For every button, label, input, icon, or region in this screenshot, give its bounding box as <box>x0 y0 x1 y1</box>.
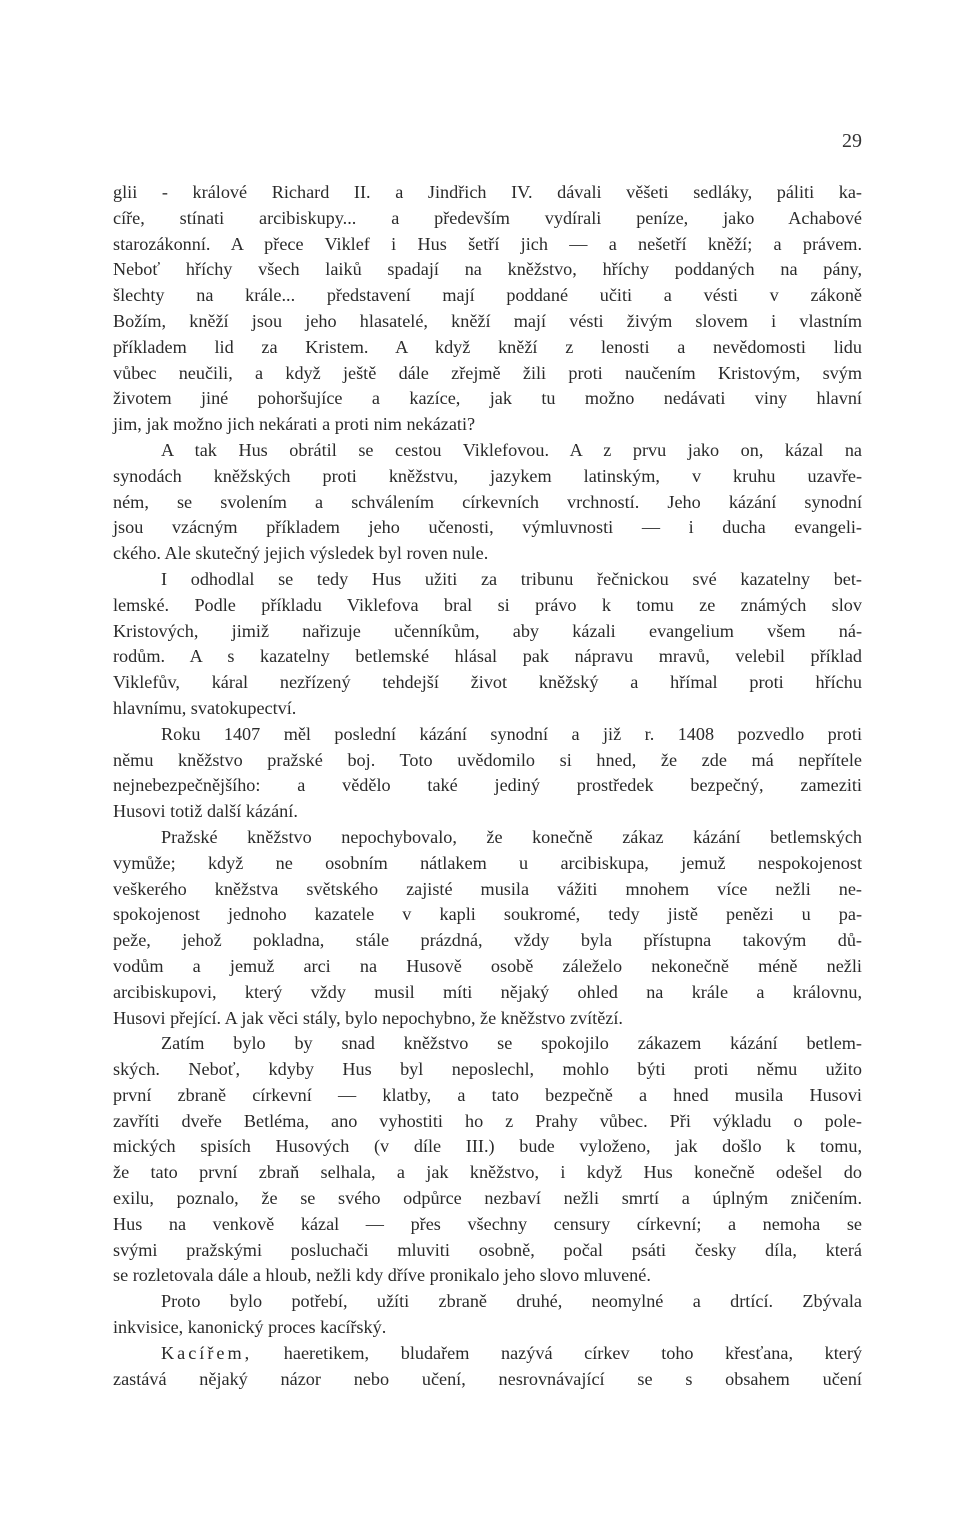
text-line: exilu, poznalo, že se svého odpůrce nezbaví nežli smrtí a úplným zničením. <box>113 1188 862 1209</box>
text-line: inkvisice, kanonický proces kacířský. <box>113 1317 387 1338</box>
paragraph <box>113 438 862 567</box>
text-line: I odhodlal se tedy Hus užiti za tribunu řečnickou své kazatelny bet- <box>161 568 862 589</box>
text-line: šlechty na krále... představení mají poddané učiti a vésti v zákoně <box>113 285 862 306</box>
text-line: lemské. Podle příkladu Viklefova bral si právo k tomu ze známých slov <box>113 594 862 615</box>
text-line: němu kněžstvo pražské boj. Toto uvědomilo si hned, že zde má nepřítele <box>113 749 862 770</box>
paragraph <box>113 722 862 825</box>
text-line: Pražské kněžstvo nepochybovalo, že konečně zákaz kázání betlemských <box>161 826 862 847</box>
text-line: příkladem lid za Kristem. A když kněží z lenosti a nevědomosti lidu <box>113 336 862 357</box>
text-line: rodům. A s kazatelny betlemské hlásal pak nápravu mravů, velebil příklad <box>113 646 862 667</box>
spaced-emphasis: Kacířem, <box>161 1342 253 1363</box>
text-line: synodách kněžských proti kněžstvu, jazykem latinským, v kruhu uzavře- <box>113 465 862 486</box>
text-line: arcibiskupovi, který vždy musil míti nějaký ohled na krále a královnu, <box>113 981 862 1002</box>
text-line: Neboť hříchy všech laiků spadají na kněžstvo, hříchy poddaných na pány, <box>113 259 862 280</box>
text-line: cíře, stínati arcibiskupy... a především vydírali peníze, jako Achabové <box>113 207 862 228</box>
text-line: glii - králové Richard II. a Jindřich IV. dávali věšeti sedláky, páliti ka- <box>113 182 862 202</box>
text-line: hlavnímu, svatokupectví. <box>113 697 297 718</box>
text-line: Proto bylo potřebí, užíti zbraně druhé, neomylné a drtící. Zbývala <box>161 1291 862 1312</box>
text-line: spokojenost jednoho kazatele v kapli soukromé, tedy jistě penězi u pa- <box>113 904 862 925</box>
text-line: Kristových, jimiž nařizuje učenníkům, aby kázali evangelium všem ná- <box>113 620 862 641</box>
text-line: Husovi totiž další kázání. <box>113 801 298 822</box>
paragraph <box>113 180 862 438</box>
text-line: že tato první zbraň selhala, a jak kněžstvo, i když Hus konečně odešel do <box>113 1162 862 1183</box>
text-line: starozákonní. A přece Viklef i Hus šetří jich — a nešetří kněží; a právem. <box>113 233 862 254</box>
text-line: Viklefův, káral nezřízený tehdejší život kněžský a hřímal proti hříchu <box>113 672 862 693</box>
paragraph <box>113 1031 862 1289</box>
paragraph <box>113 567 862 722</box>
text-line: jim, jak možno jich nekárati a proti nim nekázati? <box>113 414 476 435</box>
text-line: nejnebezpečnějšího: a vědělo také jediný prostředek bezpečný, zameziti <box>113 775 862 796</box>
text-line: zavříti dveře Betléma, ano vyhostiti ho z Prahy vůbec. Při výkladu o pole- <box>113 1110 862 1131</box>
text-line: Hus na venkově kázal — přes všechny censury církevní; a nemoha se <box>113 1213 862 1234</box>
text-line: ckého. Ale skutečný jejich výsledek byl roven nule. <box>113 543 489 564</box>
text-line: peže, jehož pokladna, stále prázdná, vždy byla přístupna takovým dů- <box>113 930 862 951</box>
text-line: Roku 1407 měl poslední kázání synodní a již r. 1408 pozvedlo proti <box>161 723 862 744</box>
text-line: mických spisích Husových (v díle III.) bude vyloženo, jak došlo k tomu, <box>113 1136 862 1157</box>
text-line: vodům a jemuž arci na Husově osobě záleželo nekonečně méně nežli <box>113 955 862 976</box>
text-line: životem jiné pohoršujíce a kazíce, jak tu možno nedávati viny hlavní <box>113 388 862 409</box>
text-line: vymůže; když ne osobním nátlakem u arcibiskupa, jemuž nespokojenost <box>113 852 862 873</box>
text-line: Božím, kněží jsou jeho hlasatelé, kněží mají vésti živým slovem i vlastním <box>113 310 862 331</box>
body-text <box>113 180 862 1392</box>
text-line: zastává nějaký názor nebo učení, nesrovnávající se s obsahem učení <box>113 1368 862 1389</box>
text-line: Husovi přející. A jak věci stály, bylo nepochybno, že kněžstvo zvítězí. <box>113 1007 623 1028</box>
text-line: první zbraně církevní — klatby, a tato bezpečně a hned musila Husovi <box>113 1084 862 1105</box>
text-line: svými pražskými posluchači mluviti osobně, počal psáti česky díla, která <box>113 1239 862 1260</box>
text-line: se rozletovala dále a hloub, nežli kdy dříve pronikalo jeho slovo mluvené. <box>113 1265 651 1286</box>
text-line: vůbec neučili, a když ještě dále zřejmě žili proti naučením Kristovým, svým <box>113 362 862 383</box>
text-line: ských. Neboť, kdyby Hus byl neposlechl, mohlo býti proti němu užito <box>113 1059 862 1080</box>
text-line: Zatím bylo by snad kněžstvo se spokojilo zákazem kázání betlem- <box>161 1033 862 1054</box>
paragraph <box>113 1341 862 1393</box>
paragraph <box>113 1289 862 1341</box>
page-number: 29 <box>842 130 862 152</box>
paragraph <box>113 825 862 1031</box>
text-line: A tak Hus obrátil se cestou Viklefovou. A z prvu jako on, kázal na <box>161 439 862 460</box>
text-line-rest: haeretikem, bludařem nazývá církev toho křesťana, který <box>252 1342 862 1363</box>
text-line: jsou vzácným příkladem jeho učenosti, výmluvnosti — i ducha evangeli- <box>113 517 862 538</box>
text-line <box>113 1341 862 1367</box>
text-line: ném, se svolením a schválením církevních vrchností. Jeho kázání synodní <box>113 491 862 512</box>
text-line: veškerého kněžstva světského zajisté musila vážiti mnohem více nežli ne- <box>113 878 862 899</box>
